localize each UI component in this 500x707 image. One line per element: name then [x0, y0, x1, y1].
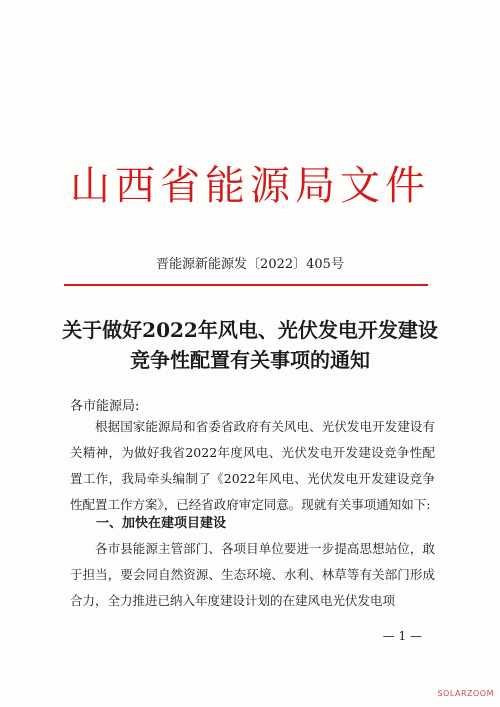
- document-title-line-1: 关于做好2022年风电、光伏发电开发建设: [62, 318, 438, 342]
- red-divider-rule: [64, 284, 428, 286]
- document-number: 晋能源新能源发〔2022〕405号: [156, 257, 344, 272]
- salutation: 各市能源局:: [70, 399, 140, 414]
- section-heading-1: 一、加快在建项目建设: [96, 516, 227, 531]
- issuer-header: 山西省能源局文件: [70, 163, 430, 209]
- body-paragraph-1: [70, 414, 435, 518]
- page-number: — 1 —: [382, 629, 422, 643]
- body-paragraph-2-text: 各市县能源主管部门、各项目单位要进一步提高思想站位，敢于担当，要会同自然资源、生态环境、水利、林草等有关部门形成合力，全力推进已纳入年度建设计划的在建风电光伏发电项: [70, 541, 435, 608]
- body-paragraph-1-text: 根据国家能源局和省委省政府有关风电、光伏发电开发建设有关精神，为做好我省2022年度风电、光伏发电开发建设竞争性配置工作，我局牵头编制了《2022年风电、光伏发电开发建设竞争性配置工作方案》，已经省政府审定同意。现就有关事项通知如下:: [70, 419, 435, 512]
- document-title: [0, 315, 500, 375]
- document-title-line-2: 竞争性配置有关事项的通知: [130, 348, 370, 372]
- body-paragraph-2: [70, 536, 435, 614]
- watermark-logo: SOLARZOOM: [437, 689, 494, 698]
